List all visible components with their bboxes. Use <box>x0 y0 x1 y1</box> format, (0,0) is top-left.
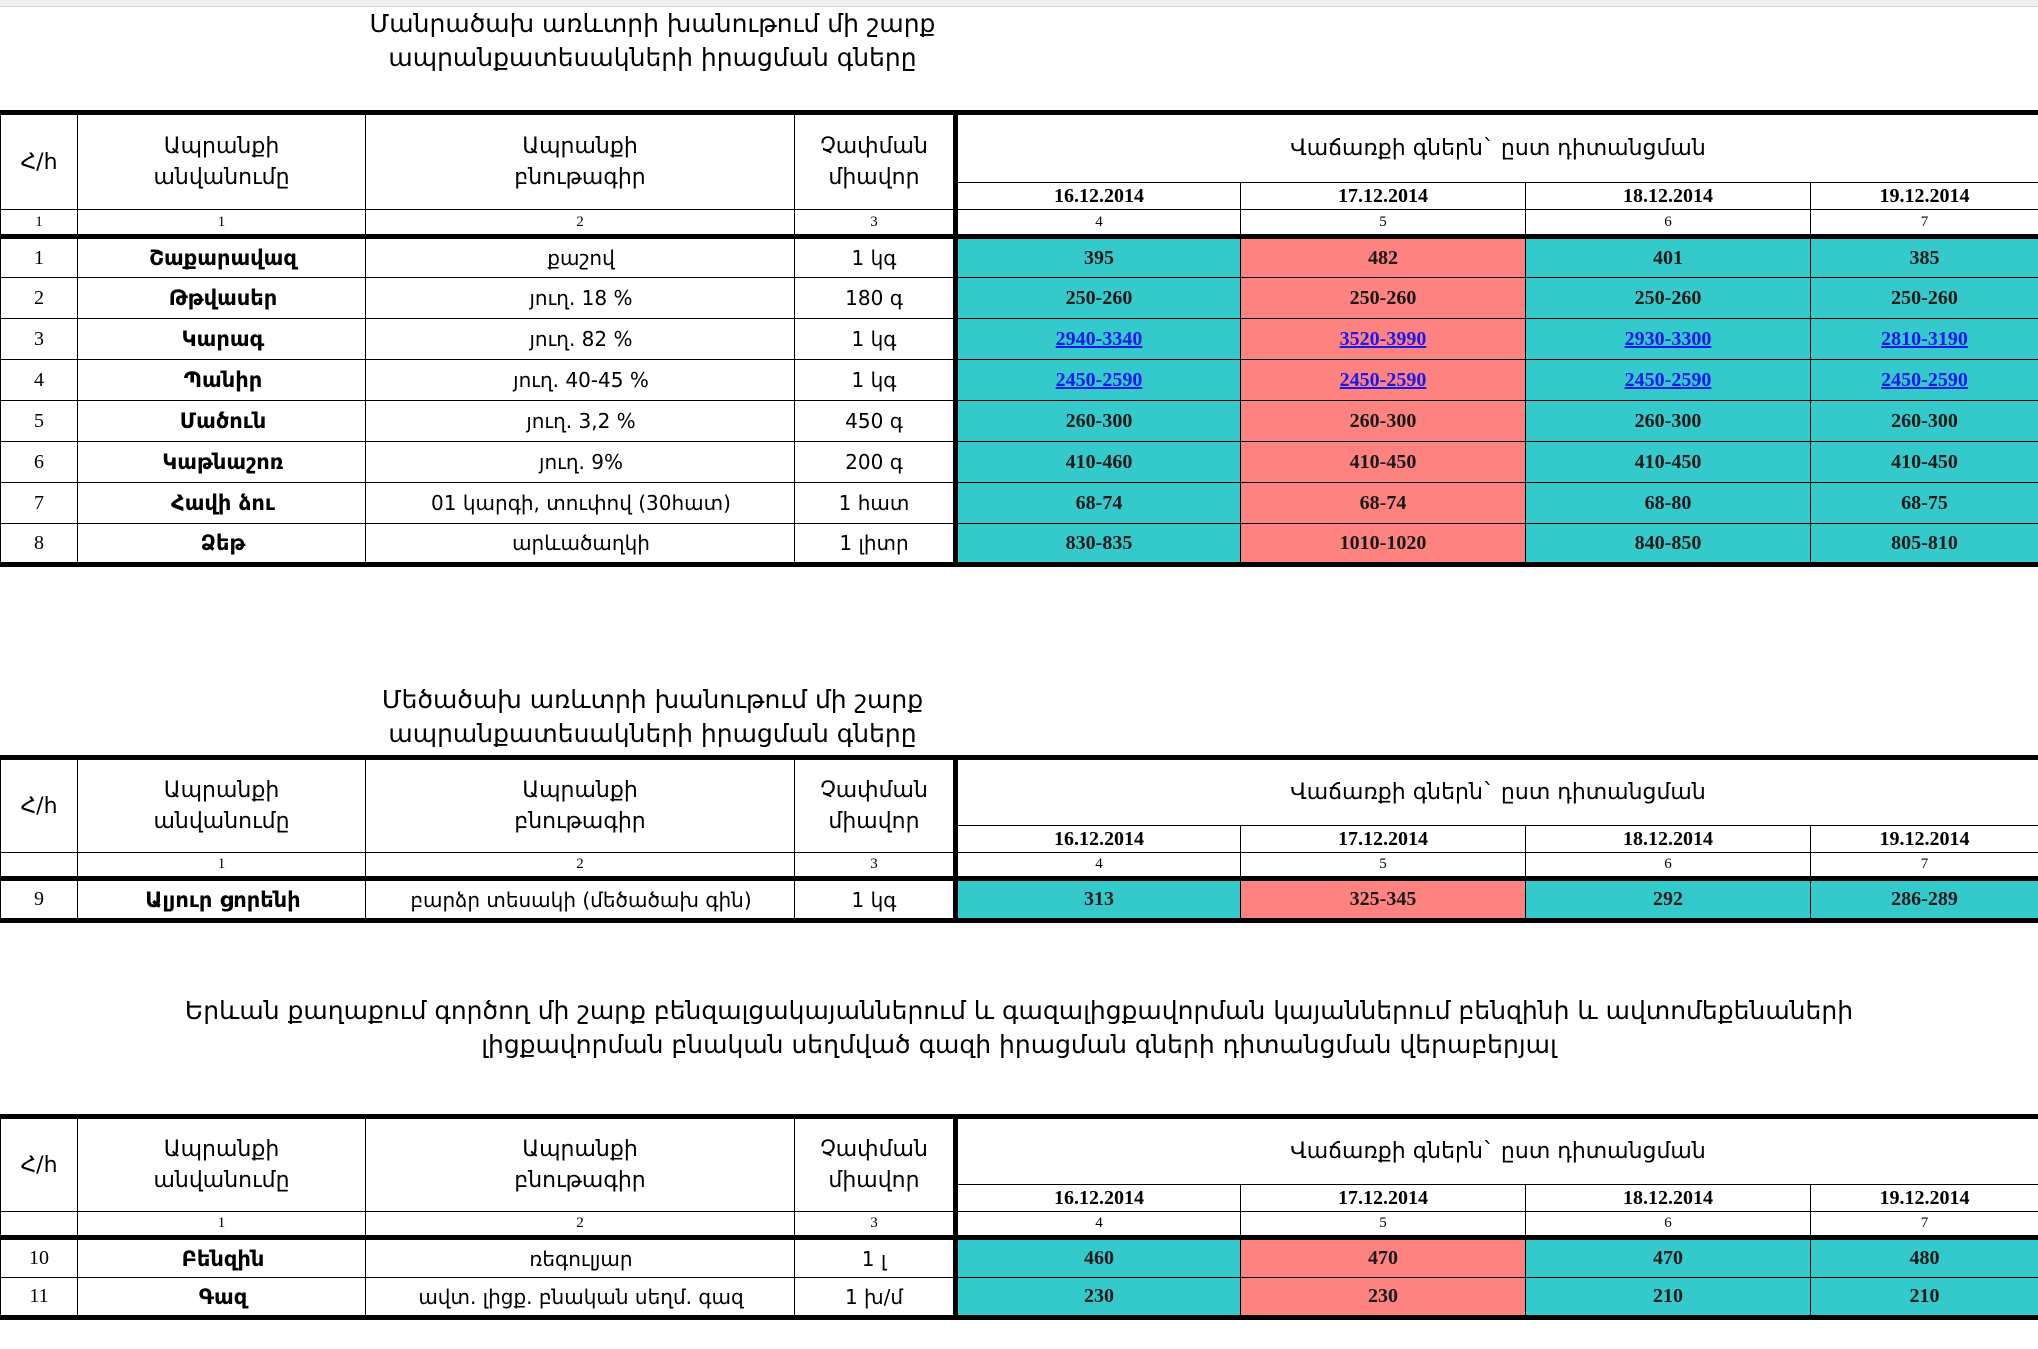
column-number: 5 <box>1241 1212 1526 1238</box>
price-cell: 250-260 <box>1526 278 1811 319</box>
table-row <box>1 401 2038 442</box>
column-number: 5 <box>1241 210 1526 237</box>
header-unit: Չափման միավոր <box>795 1117 956 1212</box>
price-cell: 313 <box>956 879 1241 921</box>
row-number: 5 <box>1 401 78 442</box>
price-cell[interactable] <box>1526 360 1811 401</box>
product-description: արևածաղկի <box>366 524 795 565</box>
column-number: 1 <box>78 210 366 237</box>
unit: 1 կգ <box>795 879 956 921</box>
section1-title <box>0 7 1305 75</box>
section2-title-line1: Մեծածախ առևտրի խանութում մի շարք <box>381 685 924 714</box>
row-number: 4 <box>1 360 78 401</box>
column-number: 4 <box>956 1212 1241 1238</box>
product-name: Գազ <box>78 1278 366 1318</box>
price-cell: 460 <box>956 1238 1241 1278</box>
header-product-description: Ապրանքի բնութագիր <box>366 1117 795 1212</box>
header-row-no: Հ/հ <box>1 1117 78 1212</box>
product-name: Հավի ձու <box>78 483 366 524</box>
price-link[interactable]: 2810-3190 <box>1881 327 1968 350</box>
table-row <box>1 278 2038 319</box>
product-description: յուղ. 18 % <box>366 278 795 319</box>
product-name: Բենզին <box>78 1238 366 1278</box>
row-number: 8 <box>1 524 78 565</box>
product-name: Ալյուր ցորենի <box>78 879 366 921</box>
product-description: յուղ. 3,2 % <box>366 401 795 442</box>
price-link[interactable]: 2450-2590 <box>1055 368 1143 391</box>
unit: 1 կգ <box>795 237 956 278</box>
product-description: բարձր տեսակի (մեծածախ գին) <box>366 879 795 921</box>
fuel-price-table <box>0 1114 2038 1320</box>
price-cell: 230 <box>956 1278 1241 1318</box>
header-row-no: Հ/հ <box>1 758 78 853</box>
header-date: 16.12.2014 <box>956 183 1241 210</box>
price-cell: 840-850 <box>1526 524 1811 565</box>
price-cell: 325-345 <box>1241 879 1526 921</box>
table-row <box>1 360 2038 401</box>
unit: 1 հատ <box>795 483 956 524</box>
header-row-no: Հ/հ <box>1 113 78 210</box>
section1-title-line1: Մանրածախ առևտրի խանութում մի շարք <box>369 9 936 38</box>
table-row <box>1 1238 2038 1278</box>
section3-title <box>0 994 2038 1062</box>
column-number: 7 <box>1811 210 2038 237</box>
price-link[interactable]: 2930-3300 <box>1624 327 1712 350</box>
column-number: 3 <box>795 853 956 879</box>
price-cell: 230 <box>1241 1278 1526 1318</box>
section2-title <box>0 683 1305 751</box>
header-product-name: Ապրանքի անվանումը <box>78 1117 366 1212</box>
table-row <box>1 442 2038 483</box>
price-cell: 286-289 <box>1811 879 2038 921</box>
price-link[interactable]: 2940-3340 <box>1055 327 1143 350</box>
column-number: 2 <box>366 853 795 879</box>
column-number: 1 <box>78 853 366 879</box>
product-name: Կաթնաշոռ <box>78 442 366 483</box>
table-row <box>1 524 2038 565</box>
price-cell: 250-260 <box>956 278 1241 319</box>
header-date: 16.12.2014 <box>956 826 1241 853</box>
price-cell: 410-450 <box>1241 442 1526 483</box>
price-cell[interactable] <box>1241 360 1526 401</box>
column-number: 7 <box>1811 1212 2038 1238</box>
price-cell: 210 <box>1526 1278 1811 1318</box>
row-number: 11 <box>1 1278 78 1318</box>
price-cell: 1010-1020 <box>1241 524 1526 565</box>
price-cell: 68-80 <box>1526 483 1811 524</box>
price-cell: 260-300 <box>1241 401 1526 442</box>
product-description: յուղ. 40-45 % <box>366 360 795 401</box>
price-cell: 410-450 <box>1526 442 1811 483</box>
unit: 1 խ/մ <box>795 1278 956 1318</box>
header-product-name: Ապրանքի անվանումը <box>78 758 366 853</box>
price-cell: 68-75 <box>1811 483 2038 524</box>
header-prices: Վաճառքի գներն` ըստ դիտանցման <box>956 758 2038 826</box>
spreadsheet-top-strip <box>0 0 2038 7</box>
price-link[interactable]: 2450-2590 <box>1881 368 1968 391</box>
column-number: 3 <box>795 1212 956 1238</box>
price-cell[interactable] <box>1526 319 1811 360</box>
column-number: 5 <box>1241 853 1526 879</box>
header-product-description: Ապրանքի բնութագիր <box>366 113 795 210</box>
header-date: 19.12.2014 <box>1811 826 2038 853</box>
header-date: 18.12.2014 <box>1526 826 1811 853</box>
table-row <box>1 1278 2038 1318</box>
product-name: Պանիր <box>78 360 366 401</box>
price-cell: 395 <box>956 237 1241 278</box>
retail-price-table <box>0 110 2038 567</box>
unit: 1 լ <box>795 1238 956 1278</box>
unit: 1 լիտր <box>795 524 956 565</box>
product-name: Կարագ <box>78 319 366 360</box>
column-number: 6 <box>1526 210 1811 237</box>
unit: 200 գ <box>795 442 956 483</box>
price-cell: 292 <box>1526 879 1811 921</box>
price-cell: 830-835 <box>956 524 1241 565</box>
column-number: 1 <box>78 1212 366 1238</box>
column-number: 4 <box>956 210 1241 237</box>
row-number: 10 <box>1 1238 78 1278</box>
section3-title-line1: Երևան քաղաքում գործող մի շարք բենզալցակայաններում և գազալիցքավորման կայաններում բենզինի և ավտոմեքենաների <box>184 996 1854 1025</box>
table-row <box>1 483 2038 524</box>
table-row <box>1 237 2038 278</box>
wholesale-price-table <box>0 755 2038 923</box>
unit: 1 կգ <box>795 319 956 360</box>
price-cell: 68-74 <box>1241 483 1526 524</box>
header-date: 17.12.2014 <box>1241 183 1526 210</box>
price-cell: 480 <box>1811 1238 2038 1278</box>
section1-title-line2: ապրանքատեսակների իրացման գները <box>388 43 917 72</box>
header-date: 19.12.2014 <box>1811 1185 2038 1212</box>
price-link[interactable]: 2450-2590 <box>1624 368 1712 391</box>
header-prices: Վաճառքի գներն` ըստ դիտանցման <box>956 1117 2038 1185</box>
header-product-description: Ապրանքի բնութագիր <box>366 758 795 853</box>
column-number: 2 <box>366 210 795 237</box>
header-date: 18.12.2014 <box>1526 1185 1811 1212</box>
unit: 180 գ <box>795 278 956 319</box>
column-number: 4 <box>956 853 1241 879</box>
price-link[interactable]: 3520-3990 <box>1339 327 1427 350</box>
row-number: 1 <box>1 237 78 278</box>
product-description: ռեգուլյար <box>366 1238 795 1278</box>
product-description: քաշով <box>366 237 795 278</box>
column-number: 1 <box>1 210 78 237</box>
column-number: 3 <box>795 210 956 237</box>
header-prices: Վաճառքի գներն` ըստ դիտանցման <box>956 113 2038 183</box>
product-description: յուղ. 9% <box>366 442 795 483</box>
row-number: 3 <box>1 319 78 360</box>
product-name: Թթվասեր <box>78 278 366 319</box>
price-cell: 410-450 <box>1811 442 2038 483</box>
product-name: Շաքարավազ <box>78 237 366 278</box>
product-description: 01 կարգի, տուփով (30հատ) <box>366 483 795 524</box>
price-cell: 250-260 <box>1811 278 2038 319</box>
price-cell: 410-460 <box>956 442 1241 483</box>
price-cell: 260-300 <box>1526 401 1811 442</box>
product-description: ավտ. լիցք. բնական սեղմ. գազ <box>366 1278 795 1318</box>
header-date: 18.12.2014 <box>1526 183 1811 210</box>
column-number <box>1 1212 78 1238</box>
column-number <box>1 853 78 879</box>
price-cell: 68-74 <box>956 483 1241 524</box>
column-number: 6 <box>1526 1212 1811 1238</box>
header-product-name: Ապրանքի անվանումը <box>78 113 366 210</box>
price-cell: 482 <box>1241 237 1526 278</box>
table-row <box>1 879 2038 921</box>
header-date: 19.12.2014 <box>1811 183 2038 210</box>
table-row <box>1 319 2038 360</box>
row-number: 6 <box>1 442 78 483</box>
header-date: 17.12.2014 <box>1241 826 1526 853</box>
header-unit: Չափման միավոր <box>795 113 956 210</box>
price-cell: 250-260 <box>1241 278 1526 319</box>
price-link[interactable]: 2450-2590 <box>1339 368 1427 391</box>
unit: 450 գ <box>795 401 956 442</box>
product-name: Մածուն <box>78 401 366 442</box>
price-cell[interactable] <box>956 360 1241 401</box>
column-number: 2 <box>366 1212 795 1238</box>
price-cell: 805-810 <box>1811 524 2038 565</box>
row-number: 2 <box>1 278 78 319</box>
unit: 1 կգ <box>795 360 956 401</box>
header-unit: Չափման միավոր <box>795 758 956 853</box>
row-number: 7 <box>1 483 78 524</box>
row-number: 9 <box>1 879 78 921</box>
price-cell[interactable] <box>1811 319 2038 360</box>
column-number: 7 <box>1811 853 2038 879</box>
price-cell[interactable] <box>956 319 1241 360</box>
price-cell: 470 <box>1526 1238 1811 1278</box>
price-cell: 260-300 <box>1811 401 2038 442</box>
price-cell: 260-300 <box>956 401 1241 442</box>
price-cell: 470 <box>1241 1238 1526 1278</box>
header-date: 17.12.2014 <box>1241 1185 1526 1212</box>
product-description: յուղ. 82 % <box>366 319 795 360</box>
product-name: Ձեթ <box>78 524 366 565</box>
price-cell: 401 <box>1526 237 1811 278</box>
price-cell[interactable] <box>1241 319 1526 360</box>
price-cell[interactable] <box>1811 360 2038 401</box>
column-number: 6 <box>1526 853 1811 879</box>
header-date: 16.12.2014 <box>956 1185 1241 1212</box>
price-cell: 210 <box>1811 1278 2038 1318</box>
price-cell: 385 <box>1811 237 2038 278</box>
section2-title-line2: ապրանքատեսակների իրացման գները <box>388 719 917 748</box>
section3-title-line2: լիցքավորման բնական սեղմված գազի իրացման գների դիտանցման վերաբերյալ <box>481 1030 1557 1059</box>
